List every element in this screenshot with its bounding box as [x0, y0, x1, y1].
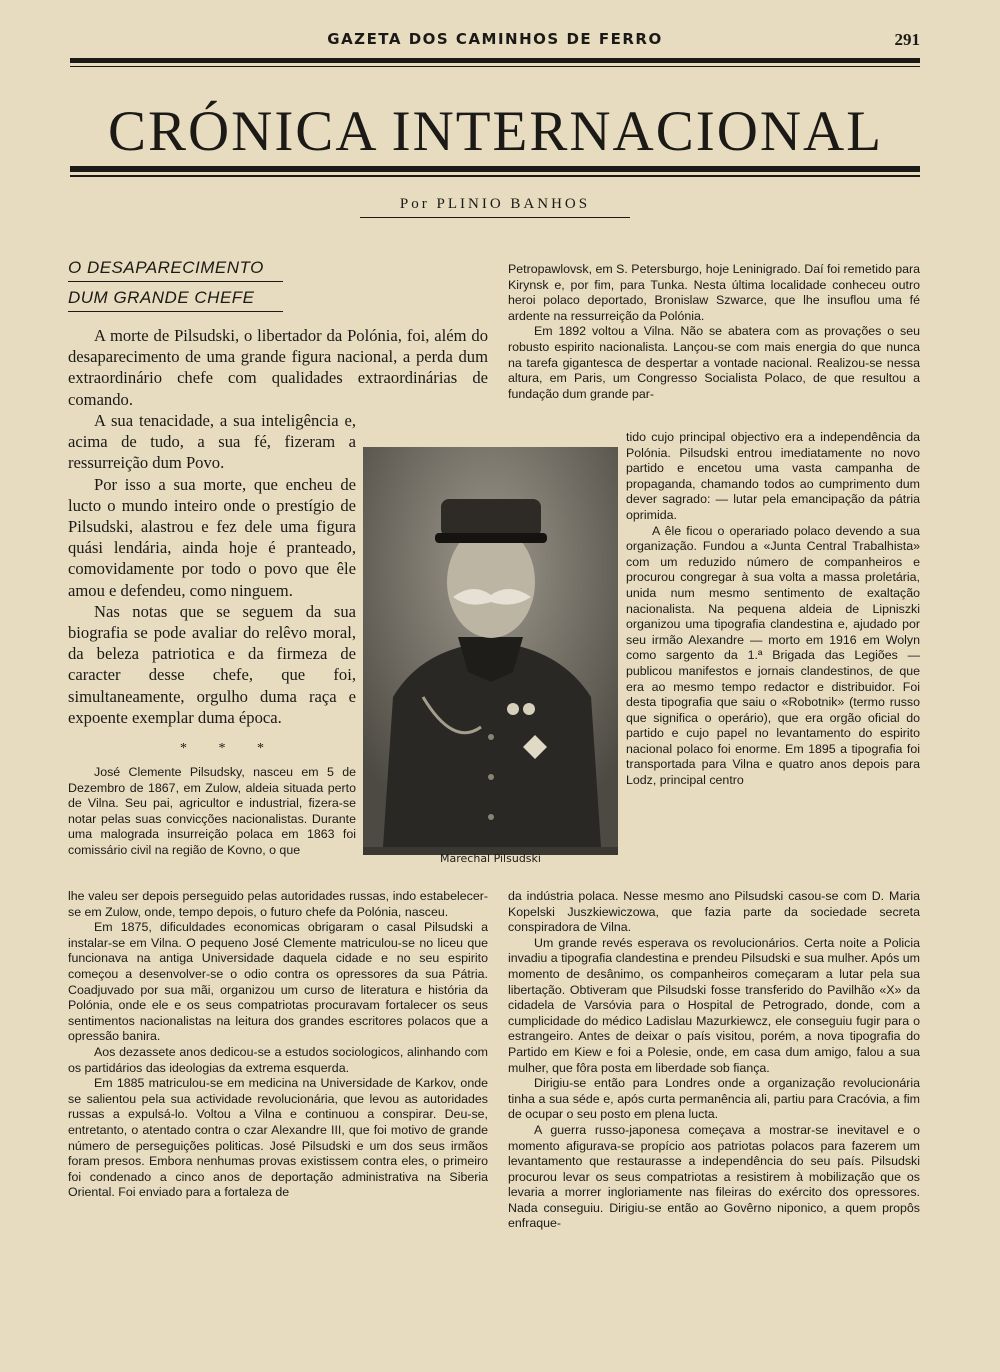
right-paragraph-2a: Em 1892 voltou a Vilna. Não se abatera com as provações o seu robusto espirito nacionalista. Lançou-se com mais energia do que nunca na tarefa gigantesca de despertar a vontade nacional. Realizou-se nessa altura, em Paris, um Congresso Socialista Polaco, de que resultou a fundação dum grande par- [508, 324, 920, 401]
bio-paragraph-1b: lhe valeu ser depois perseguido pelas autoridades russas, indo estabelecer-se em Zulow, onde, tempo depois, o futuro chefe da Polónia, nasceu. [68, 889, 488, 919]
bio-paragraph-1a: José Clemente Pilsudsky, nasceu em 5 de Dezembro de 1867, em Zulow, aldeia situada perto de Vilna. Seu pai, agricultor e industrial, fizera-se notar pelas suas convicções nacionalistas. Durante uma malograda insurreição polaca em 1863 foi comissário civil na região de Kovno, o que [68, 765, 356, 857]
right-paragraph-1: Petropawlovsk, em S. Petersburgo, hoje Leninigrado. Daí foi remetido para Kirynsk e, por fim, para Tunka. Nesta última localidade conheceu outro heroi polaco deportado, Bronislaw Szwarce, que lhe insuflou uma fé ardente na ressurreição da Polónia. [508, 262, 920, 323]
right-paragraph-3b: da indústria polaca. Nesse mesmo ano Pilsudski casou-se com D. Maria Kopelski Juszkiewiczowa, que fazia parte da sociedade secreta conspiradora de Vilna. [508, 889, 920, 935]
title-rule-thin [70, 175, 920, 177]
bio-paragraph-2: Em 1875, dificuldades economicas obrigaram o casal Pilsudski a instalar-se em Vilna. O pequeno José Clemente matriculou-se no liceu que funcionava na antiga Universidade daquela cidade e no seu espirito começou a desenvolver-se o odio contra os opressores da sua Pátria. Coadjuvado por sua mãi, organizou um curso de literatura e história da Polónia, onde ele e os seus compatriotas procuravam fortalecer os seus sentimentos nacionalistas na leitura dos grandes escritores polacos que a opressão banira. [68, 920, 488, 1044]
title-rule [70, 166, 920, 172]
article-title: CRÓNICA INTERNACIONAL [107, 100, 884, 163]
bio-block-wide [68, 889, 488, 1201]
right-paragraph-6: A guerra russo-japonesa começava a mostrar-se inevitavel e o momento afigurava-se propício aos patriotas polacos para fazerem um levantamento que restaurasse a independência do seu país. Pilsudski procurou levar os seus compatriotas a resistirem à mobilização que os levaria a morrer ingloriamente nas fileiras do exército dos opressores. Nada conseguiu. Dirigiu-se então ao Govêrno niponico, a quem propôs enfraque- [508, 1122, 920, 1231]
header-rule [70, 58, 920, 63]
portrait-illustration [363, 447, 618, 847]
section-heading-line1: O DESAPARECIMENTO [68, 256, 283, 282]
bio-paragraph-3: Aos dezassete anos dedicou-se a estudos sociologicos, alinhando com os partidários das ideologias da extrema esquerda. [68, 1044, 488, 1075]
running-head [70, 30, 920, 52]
portrait-photo [363, 447, 618, 855]
right-column-bottom [508, 889, 920, 1232]
lead-block-narrow [68, 410, 356, 728]
right-column-top [508, 262, 920, 402]
intro-paragraph-3: Por isso a sua morte, que encheu de lucto o mundo inteiro onde o prestígio de Pilsudski, alastrou e fez dele uma figura quási lendária, ainda hoje é pranteado, comovidamente por todo o povo que êle amou e defendeu, como ninguem. [68, 474, 356, 600]
right-paragraph-3: A êle ficou o operariado polaco devendo a sua organização. Fundou a «Junta Central Trabalhista» com um reduzido número de companheiros e procurou congregar à sua volta a massa proletária, unida num mesmo sentimento de exaltação nacionalista. Na pequena aldeia de Lipniszki organizou uma tipografia clandestina e, ajudado por seu irmão Alexandre — morto em 1916 em Wolyn como sargento da 1.ª Brigada das Legiões — publicou manifestos e jornais clandestinos, de que era ao mesmo tempo redactor e distribuidor. Foi desta tipografia que saiu o «Robotnik» (termo russo que significa o operário), que era orgão oficial do partido e cujo papel no levantamento do espirito nacional polaco foi enorme. Em 1895 a tipografia foi transportada para Vilna e quatro anos depois para Lodz, principal centro [626, 523, 920, 788]
separator-stars: * * * [180, 741, 278, 756]
bio-paragraph-4: Em 1885 matriculou-se em medicina na Universidade de Karkov, onde se salientou pela sua actividade revolucionária, que levou as autoridades russas a expulsá-lo. Voltou a Vilna e continuou a conspirar. Deu-se, entretanto, o atentado contra o czar Alexandre III, que foi motivo de grande número de perseguições politicas. José Pilsudski e um dos seus irmãos foram presos. Embora nenhumas provas existissem contra eles, o primeiro foi condenado a cinco anos de deportação administrativa na Siberia Oriental. Foi enviado para a fortaleza de [68, 1076, 488, 1200]
page-number: 291 [894, 30, 920, 49]
right-paragraph-4: Um grande revés esperava os revolucionários. Certa noite a Policia invadiu a tipografia clandestina e prendeu Pilsudski e sua mulher. Após um momento de desânimo, os companheiros começaram a lutar pela sua libertação. Obtiveram que Pilsudski fosse transferido do Pavilhão «X» da cidadela de Varsóvia para o Hospital de Petrogrado, donde, com a cumplicidade do médico Ladislau Mazurkiewcz, ele conseguiu fugir para o estrangeiro. Antes de deixar o país visitou, porém, a nova tipografia do Partido em Kiew e foi a Polesie, onde, em casa dum amigo, falou a sua mulher, que fôra posta em liberdade sob fiança. [508, 935, 920, 1075]
right-column-narrow [626, 430, 920, 789]
header-rule-thin [70, 66, 920, 67]
bio-block-narrow [68, 765, 356, 859]
byline: Por PLINIO BANHOS [360, 196, 630, 218]
running-title: GAZETA DOS CAMINHOS DE FERRO [327, 30, 663, 48]
intro-paragraph-4: Nas notas que se seguem da sua biografia se pode avaliar do relêvo moral, da beleza patriotica e da firmeza de caracter desse chefe, que foi, simultaneamente, orgulho duma raça e expoente exemplar duma época. [68, 601, 356, 727]
intro-paragraph-2: A sua tenacidade, a sua inteligência e, acima de tudo, a sua fé, fizeram a ressurreição dum Povo. [68, 411, 356, 473]
intro-paragraph-1: A morte de Pilsudski, o libertador da Polónia, foi, além do desaparecimento de uma grande figura nacional, a perda dum extraordinário chefe com qualidades extraordinárias de comando. [68, 326, 488, 409]
section-heading [68, 256, 283, 316]
photo-caption: Marechal Pilsudski [440, 852, 541, 865]
right-paragraph-5: Dirigiu-se então para Londres onde a organização revolucionária tinha a sua séde e, após curta permanência ali, partiu para Cracóvia, a fim de ocupar o seu posto em plena lucta. [508, 1076, 920, 1122]
lead-block-wide [68, 325, 488, 410]
right-paragraph-2b: tido cujo principal objectivo era a independência da Polónia. Pilsudski entrou imediatamente no novo partido e encetou uma vasta campanha de propaganda, chamando todos ao cumprimento dum dever sagrado: — lutar pela emancipação da pátria oprimida. [626, 430, 920, 522]
section-heading-line2: DUM GRANDE CHEFE [68, 286, 283, 312]
